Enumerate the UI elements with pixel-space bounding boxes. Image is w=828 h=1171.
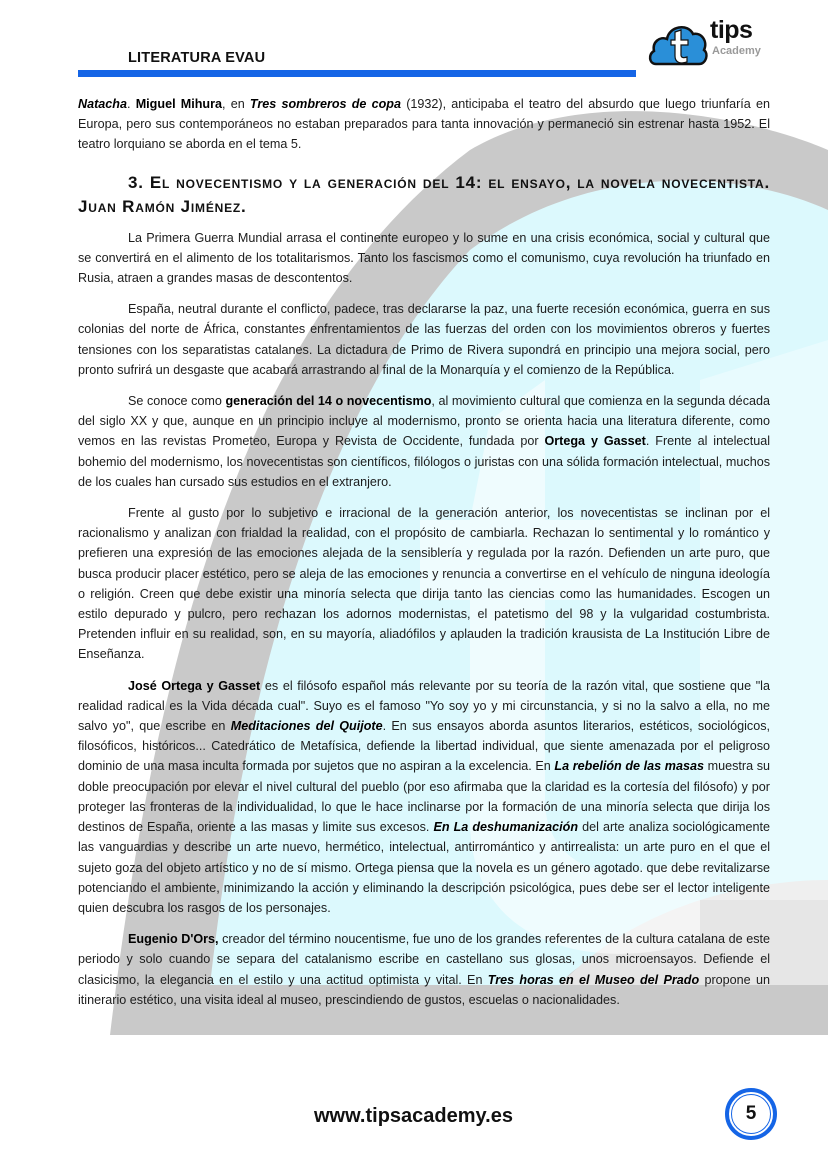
text: propone un itinerario estético, una visita ideal al museo, prescindiendo de gustos, escuelas o nacionalidades.	[78, 972, 770, 1007]
work-title: Natacha	[78, 97, 127, 111]
logo-word: tips	[710, 16, 753, 44]
text: Se conoce como	[128, 394, 226, 409]
logo-subword: Academy	[712, 45, 761, 57]
text: muestra su doble preocupación por elevar el nivel cultural del pueblo (por eso afirmaba que la claridad es la cortesía del filósofo) y por proteger las fronteras de la individualidad, lo que le hace inclinarse por la formación de una minoría selecta que dirija los destinos de España, oriente a las masas y limite sus excesos.	[78, 759, 770, 835]
document-header-title: LITERATURA EVAU	[128, 50, 266, 66]
section-heading: 3. El novecentismo y la generación del 14: el ensayo, la novela novecentista. Juan Ramón Jiménez.	[78, 172, 770, 216]
paragraph-generation-14	[78, 391, 770, 492]
paragraph-eugenio-dors	[78, 929, 770, 1010]
author-name: Ortega y Gasset	[544, 434, 646, 449]
header-divider	[78, 70, 636, 77]
author-name: Miguel Mihura	[135, 97, 223, 111]
paragraph-ortega-y-gasset	[78, 676, 770, 918]
text: .	[127, 97, 136, 111]
author-name: Eugenio D'Ors,	[128, 932, 219, 947]
author-name: José Ortega y Gasset	[128, 678, 261, 693]
intro-paragraph	[78, 94, 770, 155]
paragraph-spain-context: España, neutral durante el conflicto, padece, tras declararse la paz, una fuerte recesión económica, guerra en sus colonias del norte de África, constantes enfrentamientos de las fuerzas del orden con los movimientos obreros y fuertes tensiones con los separatistas catalanes. La dictadura de Primo de Rivera supondrá en principio una mejora social, pero pronto sufrirá un desgaste que acabará arrastrando al final de la Monarquía y el comienzo de la República.	[78, 302, 770, 377]
document-body	[78, 94, 770, 1021]
text: . Frente al intelectual bohemio del modernismo, los novecentistas son científicos, filólogos o juristas con una sólida formación intelectual, muchos de los cuales han cursado sus estudios en el extranjero.	[78, 434, 770, 489]
paragraph-novecentistas-traits: Frente al gusto por lo subjetivo e irracional de la generación anterior, los novecentistas se inclinan por el racionalismo y analizan con frialdad la realidad, con el propósito de cambiarla. Rechazan lo sentimental y lo romántico y prefieren una expresión de las emociones alejada de la sensiblería y regulada por la razón. Defienden un arte puro, que busca producir placer estético, pero se aleja de las emociones y renuncia a convertirse en el vehículo de ninguna ideología o religión. Creen que debe existir una minoría selecta que dirija tanto las ciencias como las humanidades. Escogen un estilo depurado y pulcro, pero rechazan los adornos modernistas, el patetismo del 98 y la vulgaridad costumbrista. Pretenden influir en su realidad, son, en su mayoría, aliadófilos y aplauden la tradición krausista de La Institución Libre de Enseñanza.	[78, 506, 770, 662]
tips-academy-logo	[648, 14, 778, 70]
text: . En sus ensayos aborda asuntos literarios, estéticos, sociológicos, filosóficos, históricos... Catedrático de Metafísica, defiende la libertad individual, que siente amenazada por el peligroso dominio de una masa inculta formada por sujetos que no aspiran a la excelencia. En	[78, 719, 770, 774]
key-term: generación del 14 o novecentismo	[225, 394, 432, 409]
footer-website-link[interactable]: www.tipsacademy.es	[314, 1105, 513, 1127]
text: creador del término noucentisme, fue uno de los grandes referentes de la cultura catalana de este periodo y solo cuando se separa del catalanismo escribe en castellano sus glosas, unos microensayos. Defiende el clasicismo, la elegancia en el estilo y una actitud optimista y vital. En	[78, 932, 771, 987]
work-title: Tres horas en el Museo del Prado	[487, 972, 700, 987]
work-title: La rebelión de las masas	[554, 759, 704, 774]
text: , al movimiento cultural que comienza en la segunda década del siglo XX y que, aunque en un principio incluye al modernismo, pronto se orienta hacia una literatura diferente, como vemos en las revistas Prometeo, Europa y Revista de Occidente, fundada por	[78, 394, 770, 449]
page-number-badge	[725, 1088, 777, 1140]
work-title: En La deshumanización	[433, 820, 579, 835]
cloud-t-logo-icon	[648, 18, 710, 68]
work-title: Tres sombreros de copa	[249, 97, 402, 111]
text: es el filósofo español más relevante por su teoría de la razón vital, que sostiene que "la realidad radical es la Vida década cual". Suyo es el famoso "Yo soy yo y mi circunstancia, y si no la salvo a ella, no me salvo yo", que escribe en	[78, 678, 770, 734]
work-title: Meditaciones del Quijote	[230, 719, 383, 734]
text: del arte analiza sociológicamente las vanguardias y describe un arte nuevo, hermético, intelectual, antirromántico y antirrealista: un arte puro en el que el sujeto goza del objeto artístico y no de sí mismo. Ortega piensa que la novela es un género agotado. que debe revitalizarse potenciando el ambiente, minimizando la acción y eliminando la descripción psicológica, pues debe ser el lector inteligente quien descubra los rasgos de los personajes.	[78, 820, 770, 915]
text: , en	[222, 97, 250, 111]
text: (1932), anticipaba el teatro del absurdo que luego triunfaría en Europa, pero sus contemporáneos no estaban preparados para tanta innovación y permaneció sin estrenar hasta 1952. El teatro lorquiano se aborda en el tema 5.	[78, 97, 770, 152]
page-number: 5	[731, 1094, 771, 1134]
paragraph-first-world-war: La Primera Guerra Mundial arrasa el continente europeo y lo sume en una crisis económica, social y cultural que se convertirá en el alimento de los totalitarismos. Tanto los fascismos como el comunismo, cuya revolución ha triunfado en Rusia, atraen a grandes masas de descontentos.	[78, 230, 770, 286]
